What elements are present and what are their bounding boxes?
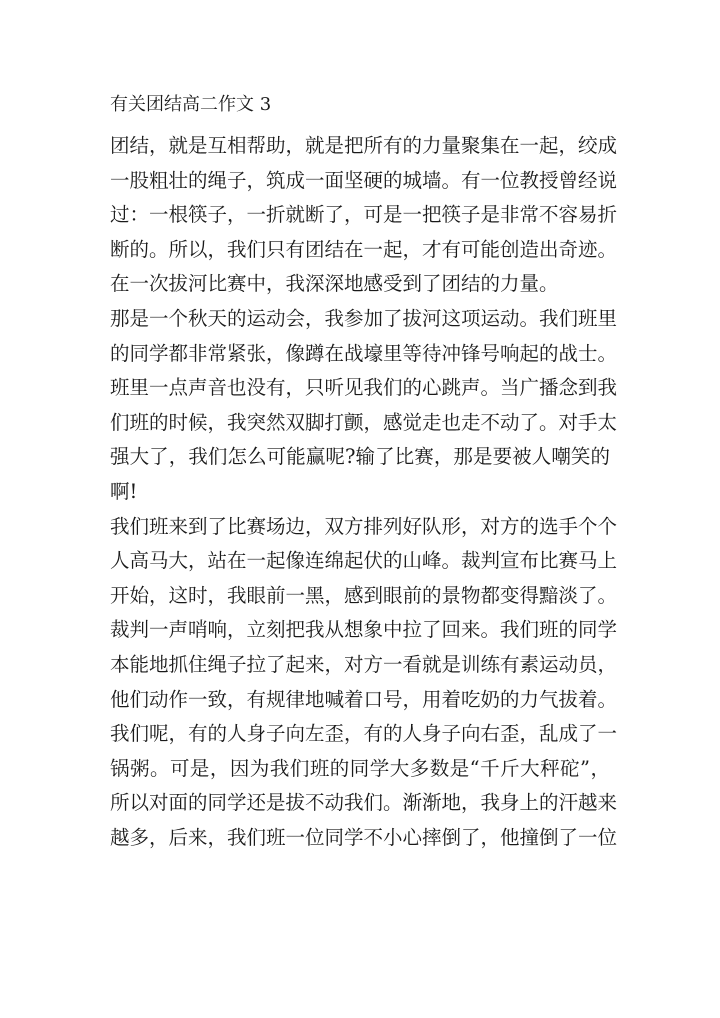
text-line: 我们呢，有的人身子向左歪，有的人身子向右歪，乱成了一 (110, 722, 618, 746)
text-line: 锅粥。可是，因为我们班的同学大多数是“千斤大秤砣”， (110, 756, 610, 780)
text-line: 的同学都非常紧张，像蹲在战壕里等待冲锋号响起的战士。 (110, 341, 618, 365)
text-line: 开始，这时，我眼前一黑，感到眼前的景物都变得黯淡了。 (110, 583, 618, 607)
text-line: 过：一根筷子，一折就断了，可是一把筷子是非常不容易折 (110, 203, 618, 227)
text-line: 所以对面的同学还是拔不动我们。渐渐地，我身上的汗越来 (110, 791, 618, 815)
text-line: 他们动作一致，有规律地喊着口号，用着吃奶的力气拔着。 (110, 687, 618, 711)
paragraph-2 (110, 302, 618, 510)
text-line: 那是一个秋天的运动会，我参加了拔河这项运动。我们班里 (110, 306, 618, 330)
text-line: 我们班来到了比赛场边，双方排列好队形，对方的选手个个 (110, 514, 618, 538)
text-line: 断的。所以，我们只有团结在一起，才有可能创造出奇迹。 (110, 237, 618, 261)
text-line: 在一次拔河比赛中，我深深地感受到了团结的力量。 (110, 272, 559, 296)
paragraph-1 (110, 129, 618, 302)
text-line: 啊! (110, 479, 138, 503)
text-line: 人高马大，站在一起像连绵起伏的山峰。裁判宣布比赛马上 (110, 549, 618, 573)
text-line: 强大了，我们怎么可能赢呢?输了比赛，那是要被人嘲笑的 (110, 445, 610, 469)
text-line: 们班的时候，我突然双脚打颤，感觉走也走不动了。对手太 (110, 410, 618, 434)
text-line: 团结，就是互相帮助，就是把所有的力量聚集在一起，绞成 (110, 134, 618, 157)
text-line: 一股粗壮的绳子，筑成一面坚硬的城墙。有一位教授曾经说 (110, 168, 618, 192)
text-line: 越多，后来，我们班一位同学不小心摔倒了，他撞倒了一位 (110, 825, 618, 849)
document-body (110, 91, 618, 855)
text-line: 班里一点声音也没有，只听见我们的心跳声。当广播念到我 (110, 376, 618, 400)
paragraph-3 (110, 510, 618, 856)
text-line: 裁判一声哨响，立刻把我从想象中拉了回来。我们班的同学 (110, 618, 618, 642)
document-title: 有关团结高二作文 3 (110, 94, 272, 115)
text-line: 本能地抓住绳子拉了起来，对方一看就是训练有素运动员， (110, 652, 618, 676)
